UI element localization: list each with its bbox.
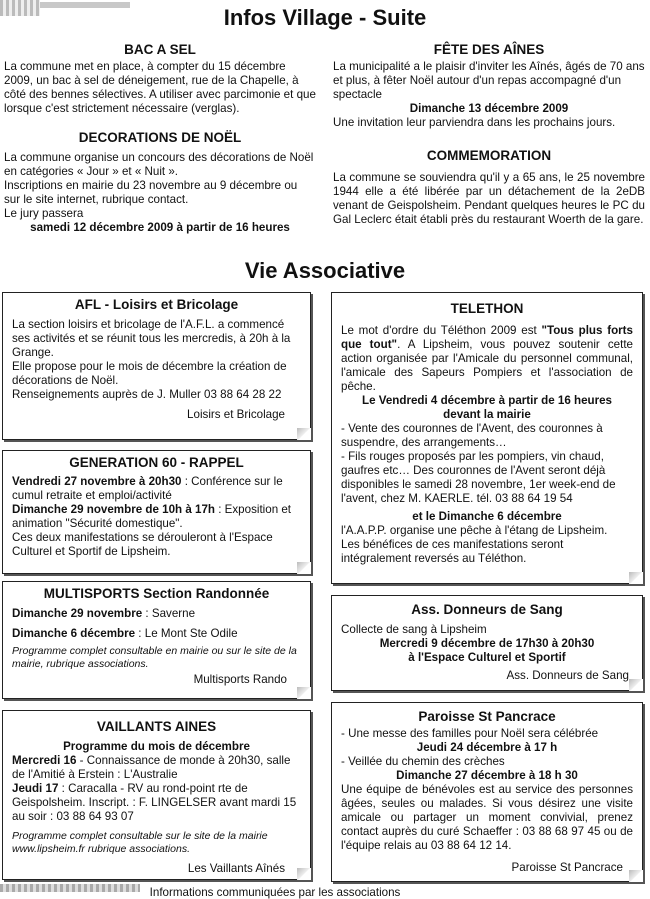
bac-a-sel-title: BAC A SEL <box>124 42 196 57</box>
multisports-note: Programme complet consultable en mairie ou sur le site de la mairie, rubrique associations. <box>12 645 297 670</box>
vaillants-line2-date: Jeudi 17 <box>12 782 59 795</box>
paroisse-line1: - Une messe des familles pour Noël sera célébrée <box>341 727 599 740</box>
donneurs-signature: Ass. Donneurs de Sang <box>506 669 629 682</box>
multisports-line2-text: : Le Mont Ste Odile <box>135 627 238 640</box>
vaillants-line1-date: Mercredi 16 <box>12 754 77 767</box>
telethon-intro-c: . A Lipsheim, vous pouvez soutenir cette action organisée par l'Amicale du personnel communal, l'amicale des Sapeurs Pompiers et l'association de pêche. <box>341 338 633 393</box>
telethon-line2: - Fils rouges proposés par les pompiers, vin chaud, gaufres etc… Des couronnes de l'Avent seront déjà disponibles le samedi 28 novembre, 1er week-end de l'avent, chez M. KAERLE. tél. 03 88 64 19 54 <box>341 450 616 505</box>
multisports-line2 <box>12 627 301 641</box>
paroisse-signature: Paroisse St Pancrace <box>511 861 623 874</box>
page-title: Infos Village - Suite <box>223 5 427 30</box>
vaillants-box <box>2 710 311 880</box>
gen60-line2-date: Dimanche 29 novembre de 10h à 17h <box>12 503 215 516</box>
decorations-text1: La commune organise un concours des décorations de Noël en catégories « Jour » et « Nuit ». <box>4 151 314 178</box>
decorations-date: samedi 12 décembre 2009 à partir de 16 heures <box>30 221 290 234</box>
page-curl <box>629 870 643 882</box>
bac-a-sel-text: La commune met en place, à compter du 15 décembre 2009, un bac à sel de déneigement, rue de la Chapelle, à côté des bennes sélectives. A utiliser avec parcimonie et que lorsque c'est strictement nécessaire (verglas). <box>4 60 316 115</box>
paroisse-title: Paroisse St Pancrace <box>418 709 556 724</box>
commemoration-article <box>333 148 645 227</box>
telethon-intro <box>341 324 633 394</box>
multisports-signature: Multisports Rando <box>193 673 287 686</box>
telethon-line3: l'A.A.P.P. organise une pêche à l'étang de Lipsheim. <box>341 524 608 537</box>
telethon-intro-a: Le mot d'ordre du Téléthon 2009 est <box>341 324 542 337</box>
donneurs-date2: à l'Espace Culturel et Sportif <box>408 651 566 664</box>
page-curl <box>297 562 311 574</box>
vaillants-line2 <box>12 782 301 824</box>
afl-signature: Loisirs et Bricolage <box>187 408 285 421</box>
afl-text2: Elle propose pour le mois de décembre la création de décorations de Noël. <box>12 360 287 387</box>
paroisse-line2: - Veillée du chemin des crèches <box>341 755 505 768</box>
paroisse-date2: Dimanche 27 décembre à 18 h 30 <box>396 769 578 782</box>
decorations-article <box>4 130 316 235</box>
telethon-box <box>331 292 643 584</box>
vaillants-subtitle: Programme du mois de décembre <box>63 740 250 753</box>
gen60-line2 <box>12 503 301 531</box>
footer-note: Informations communiquées par les associations <box>149 886 401 899</box>
telethon-date1: Le Vendredi 4 décembre à partir de 16 heures <box>361 394 613 407</box>
afl-box <box>2 292 311 440</box>
fete-date: Dimanche 13 décembre 2009 <box>409 102 569 115</box>
vaillants-line2-text: : Caracalla - RV au rond-point rte de Geispolsheim. Inscript. : F. LINGELSER avant mardi 15 au soir : 03 88 64 93 07 <box>12 782 297 823</box>
telethon-date1-place: devant la mairie <box>443 408 531 421</box>
paroisse-line3: Une équipe de bénévoles est au service des personnes âgées, seules ou malades. Si vous désirez une visite amicale ou partager un moment convivial, prenez contact auprès du curé Schaeffer : 03 88 68 97 45 ou de l'équipe relais au 03 88 64 12 14. <box>341 783 633 852</box>
page-curl <box>297 868 311 880</box>
gen60-title: GENERATION 60 - RAPPEL <box>69 455 244 470</box>
decorations-text3: Le jury passera <box>4 207 84 220</box>
afl-title: AFL - Loisirs et Bricolage <box>74 297 239 312</box>
telethon-line1: - Vente des couronnes de l'Avent, des couronnes à suspendre, des arrangements… <box>341 422 603 449</box>
multisports-line1-date: Dimanche 29 novembre <box>12 607 143 620</box>
multisports-line1-text: : Saverne <box>142 607 196 620</box>
donneurs-title: Ass. Donneurs de Sang <box>411 602 563 617</box>
vaillants-signature: Les Vaillants Aînés <box>187 862 285 875</box>
commemoration-title: COMMEMORATION <box>426 148 552 163</box>
fete-article <box>333 42 645 130</box>
afl-text3: Renseignements auprès de J. Muller 03 88 64 28 22 <box>12 388 282 401</box>
page-curl <box>629 679 643 691</box>
vaillants-title: VAILLANTS AINES <box>96 719 217 734</box>
commemoration-text: La commune se souviendra qu'il y a 65 ans, le 25 novembre 1944 elle a été libérée par un détachement de la 2eDB venant de Geispolsheim. Pendant quelques heures le PC du Gal Leclerc était établi près du restaurant Woerth de la gare. <box>333 171 645 226</box>
paroisse-date1: Jeudi 24 décembre à 17 h <box>416 741 558 754</box>
gen60-line1-text: : Conférence sur le cumul retraite et emploi/activité <box>12 475 283 502</box>
afl-text1: La section loisirs et bricolage de l'A.F.L. a commencé ses activités et se réunit tous les mercredis, à 20h à la Grange. <box>12 318 291 359</box>
multisports-line1 <box>12 607 301 621</box>
bac-a-sel-article <box>4 42 316 116</box>
telethon-intro-motto: "Tous plus forts que tout" <box>341 324 633 351</box>
gen60-line1 <box>12 475 301 503</box>
multisports-title: MULTISPORTS Section Randonnée <box>43 586 270 601</box>
donneurs-line1: Collecte de sang à Lipsheim <box>341 623 487 636</box>
decorations-text2: Inscriptions en mairie du 23 novembre au 9 décembre ou sur le site internet, rubrique contact. <box>4 179 298 206</box>
telethon-title: TELETHON <box>450 301 524 316</box>
multisports-line2-date: Dimanche 6 décembre <box>12 627 136 640</box>
gen60-box <box>2 450 311 574</box>
telethon-line4: Les bénéfices de ces manifestations seront intégralement reversés au Téléthon. <box>341 538 564 565</box>
gen60-line2-text: : Exposition et animation "Sécurité domestique". <box>12 503 292 530</box>
donneurs-date1: Mercredi 9 décembre de 17h30 à 20h30 <box>379 637 595 650</box>
telethon-date2: et le Dimanche 6 décembre <box>412 510 562 523</box>
donneurs-box <box>331 595 643 691</box>
fete-title: FÊTE DES AÎNES <box>433 42 545 57</box>
page-curl <box>297 687 311 699</box>
gen60-line1-date: Vendredi 27 novembre à 20h30 <box>12 475 182 488</box>
fete-text2: Une invitation leur parviendra dans les prochains jours. <box>333 116 616 129</box>
section-title: Vie Associative <box>244 258 406 283</box>
decorations-title: DECORATIONS DE NOËL <box>78 130 242 145</box>
vaillants-line1 <box>12 754 301 782</box>
multisports-box <box>2 581 311 699</box>
page-curl <box>629 572 643 584</box>
vaillants-line1-text: - Connaissance de monde à 20h30, salle de l'Amitié à Erstein : L'Australie <box>12 754 291 781</box>
fete-text: La municipalité a le plaisir d'inviter les Aînés, âgés de 70 ans et plus, à fêter Noël autour d'un repas accompagné d'un spectacle <box>333 60 645 101</box>
gen60-line3: Ces deux manifestations se dérouleront à l'Espace Culturel et Sportif de Lipsheim. <box>12 531 273 558</box>
paroisse-box <box>331 702 643 882</box>
vaillants-note: Programme complet consultable sur le site de la mairie www.lipsheim.fr rubrique associations. <box>12 830 268 855</box>
page-curl <box>297 428 311 440</box>
